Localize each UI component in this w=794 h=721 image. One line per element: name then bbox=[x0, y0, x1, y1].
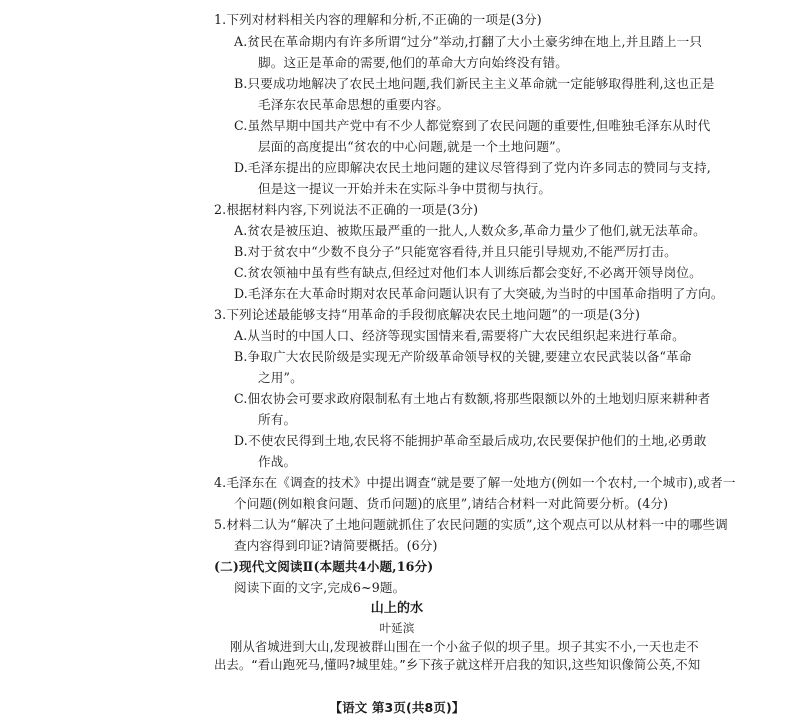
section-instruction: 阅读下面的文字,完成6~9题。 bbox=[234, 580, 406, 595]
article-line-1: 刚从省城进到大山,发现被群山围在一个小盆子似的坝子里。坝子其实不小,一天也走不 bbox=[230, 640, 699, 654]
q3-option-c-line2: 所有。 bbox=[258, 412, 297, 427]
article-line-2: 出去。“看山跑死马,懂吗?城里娃。”乡下孩子就这样开启我的知识,这些知识像简公英,不知 bbox=[214, 658, 701, 672]
q5-line1: 5.材料二认为“解决了土地问题就抓住了农民问题的实质”,这个观点可以从材料一中的哪些调 bbox=[214, 517, 728, 532]
q1-option-a-line2: 脚。这正是革命的需要,他们的革命大方向始终没有错。 bbox=[258, 55, 569, 70]
page-footer: 【语文 第3页(共8页)】 bbox=[329, 700, 465, 715]
q2-option-a: A.贫农是被压迫、被欺压最严重的一批人,人数众多,革命力量少了他们,就无法革命。 bbox=[234, 223, 706, 238]
article-author: 叶延滨 bbox=[379, 621, 415, 635]
section-heading: (二)现代文阅读Ⅱ(本题共4小题,16分) bbox=[214, 559, 434, 574]
q1-stem: 1.下列对材料相关内容的理解和分析,不正确的一项是(3分) bbox=[214, 12, 542, 27]
q1-option-c-line1: C.虽然早期中国共产党中有不少人都觉察到了农民问题的重要性,但唯独毛泽东从时代 bbox=[234, 118, 711, 133]
q4-line1: 4.毛泽东在《调查的技术》中提出调查“就是要了解一处地方(例如一个农村,一个城市),或者一 bbox=[214, 475, 736, 490]
q3-option-d-line1: D.不使农民得到土地,农民将不能拥护革命至最后成功,农民要保护他们的土地,必勇敢 bbox=[234, 433, 707, 448]
q1-option-b-line2: 毛泽东农民革命思想的重要内容。 bbox=[258, 97, 450, 112]
q1-option-b-line1: B.只要成功地解决了农民土地问题,我们新民主主义革命就一定能够取得胜利,这也正是 bbox=[234, 76, 715, 91]
q1-option-a-line1: A.贫民在革命期内有许多所谓“过分”举动,打翻了大小土豪劣绅在地上,并且踏上一只 bbox=[234, 34, 703, 49]
q3-option-a: A.从当时的中国人口、经济等现实国情来看,需要将广大农民组织起来进行革命。 bbox=[234, 328, 685, 343]
article-title: 山上的水 bbox=[370, 601, 424, 616]
q2-option-b: B.对于贫农中“少数不良分子”只能宽容看待,并且只能引导规劝,不能严厉打击。 bbox=[234, 244, 677, 259]
q3-option-b-line1: B.争取广大农民阶级是实现无产阶级革命领导权的关键,要建立农民武装以备“革命 bbox=[234, 349, 692, 364]
q2-option-d: D.毛泽东在大革命时期对农民革命问题认识有了大突破,为当时的中国革命指明了方向。 bbox=[234, 286, 724, 301]
q1-option-d-line1: D.毛泽东提出的应即解决农民土地问题的建议尽管得到了党内许多同志的赞同与支持, bbox=[234, 160, 711, 175]
q1-option-c-line2: 层面的高度提出“贫农的中心问题,就是一个土地问题”。 bbox=[258, 139, 569, 154]
q2-option-c: C.贫农领袖中虽有些有缺点,但经过对他们本人训练后都会变好,不必离开领导岗位。 bbox=[234, 265, 702, 280]
q4-line2: 个问题(例如粮食问题、货币问题)的底里”,请结合材料一对此简要分析。(4分) bbox=[234, 496, 669, 511]
q3-stem: 3.下列论述最能够支持“用革命的手段彻底解决农民土地问题”的一项是(3分) bbox=[214, 307, 641, 322]
q3-option-b-line2: 之用”。 bbox=[258, 370, 303, 385]
q1-option-d-line2: 但是这一提议一开始并未在实际斗争中贯彻与执行。 bbox=[258, 181, 552, 196]
q3-option-c-line1: C.佃农协会可要求政府限制私有土地占有数额,将那些限额以外的土地划归原来耕种者 bbox=[234, 391, 711, 406]
q5-line2: 查内容得到印证?请简要概括。(6分) bbox=[234, 538, 438, 553]
q2-stem: 2.根据材料内容,下列说法不正确的一项是(3分) bbox=[214, 202, 479, 217]
q3-option-d-line2: 作战。 bbox=[258, 454, 297, 469]
